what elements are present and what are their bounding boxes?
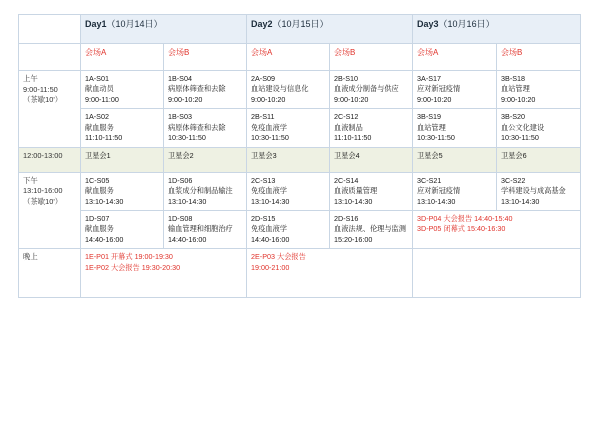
table-corner-cell — [19, 15, 81, 44]
evening-line-1 — [85, 252, 242, 262]
session-cell — [330, 71, 413, 109]
session-code: 1A-S01 — [85, 74, 109, 83]
session-time: 10:30-11:50 — [251, 133, 289, 143]
evening-line-2 — [251, 263, 408, 273]
session-time: 10:30-11:50 — [501, 133, 539, 143]
session-code: 3B-S19 — [417, 112, 442, 122]
session-cell — [164, 172, 247, 210]
session-cell — [247, 71, 330, 109]
evening-line-1 — [251, 252, 408, 262]
evening-cell-day1 — [81, 249, 247, 298]
session-time: 14:40-16:00 — [251, 234, 290, 244]
period-label-satellite: 12:00-13:00 — [19, 147, 81, 172]
day3-label: Day3 — [417, 19, 439, 29]
morning-line-3: （茶歇10'） — [23, 95, 63, 105]
session-code: 1E-P01 — [85, 252, 109, 262]
afternoon-line-3: （茶歇10'） — [23, 197, 63, 207]
session-time: 9:00-10:20 — [334, 94, 369, 104]
session-time: 19:00-21:00 — [251, 262, 290, 272]
session-title: 献血动员 — [85, 84, 114, 94]
session-time: 14:40-15:40 — [474, 213, 513, 223]
period-label-morning — [19, 71, 81, 148]
session-cell — [164, 71, 247, 109]
session-title: 献血服务 — [85, 186, 114, 196]
session-code: 3A-S17 — [417, 74, 442, 83]
venue-day3-b: 会场B — [497, 44, 581, 71]
session-cell — [81, 71, 164, 109]
evening-row — [19, 249, 581, 298]
venue-day1-b: 会场B — [164, 44, 247, 71]
evening-cell-day3 — [413, 249, 581, 298]
conference-schedule-table — [18, 14, 581, 298]
evening-cell-day2 — [247, 249, 413, 298]
morning-row-2 — [19, 109, 581, 147]
afternoon-row-1 — [19, 172, 581, 210]
session-cell — [164, 210, 247, 248]
day2-label: Day2 — [251, 19, 273, 29]
session-title: 血液质量管理 — [334, 186, 378, 196]
session-code: 3B-S20 — [501, 112, 526, 122]
session-cell — [413, 71, 497, 109]
venue-day2-b: 会场B — [330, 44, 413, 71]
venue-header-row — [19, 44, 581, 71]
session-code: 2D-S16 — [334, 213, 359, 223]
session-title: 献血服务 — [85, 122, 114, 132]
satellite-session: 卫星会3 — [247, 147, 330, 172]
session-code: 3B-S18 — [501, 74, 526, 83]
session-cell — [497, 71, 581, 109]
session-title: 输血管理和细胞治疗 — [168, 224, 233, 234]
afternoon-line-1: 下午 — [23, 175, 38, 185]
session-title: 血液成分制备与供应 — [334, 84, 399, 94]
session-code: 3D-P05 — [417, 224, 442, 234]
session-title: 闭幕式 — [443, 224, 465, 234]
session-title: 免疫血液学 — [251, 224, 287, 234]
session-title: 血液法规、伦理与监测 — [334, 224, 406, 234]
session-code: 1C-S05 — [85, 175, 110, 185]
session-title: 开幕式 — [110, 252, 133, 262]
session-code: 2B-S11 — [251, 112, 275, 122]
session-cell — [497, 172, 581, 210]
session-title: 应对新冠疫情 — [417, 186, 461, 196]
session-time: 19:00-19:30 — [134, 252, 173, 262]
day-header-row — [19, 15, 581, 44]
session-title: 血液制品 — [334, 122, 363, 132]
session-cell — [413, 172, 497, 210]
satellite-session: 卫星会4 — [330, 147, 413, 172]
morning-row-1 — [19, 71, 581, 109]
session-time: 13:10-14:30 — [417, 196, 456, 206]
day-header-day3 — [413, 15, 581, 44]
session-time: 11:10-11:50 — [85, 133, 123, 143]
session-code: 1E-P02 — [85, 262, 109, 272]
satellite-session: 卫星会1 — [81, 147, 164, 172]
session-cell — [164, 109, 247, 147]
day1-label: Day1 — [85, 19, 107, 29]
session-cell — [247, 210, 330, 248]
session-cell — [497, 109, 581, 147]
session-time: 15:40-16:30 — [466, 224, 506, 234]
session-cell — [413, 109, 497, 147]
day-header-day2 — [247, 15, 413, 44]
session-code: 3C-S21 — [417, 175, 442, 185]
session-title: 应对新冠疫情 — [417, 84, 461, 94]
satellite-session: 卫星会6 — [497, 147, 581, 172]
session-code: 3C-S22 — [501, 175, 526, 185]
session-time: 14:40-16:00 — [85, 234, 124, 244]
session-code: 1B-S04 — [168, 74, 192, 83]
session-code: 2C-S13 — [251, 175, 276, 185]
session-code: 2B-S10 — [334, 74, 358, 83]
session-code: 1D-S07 — [85, 213, 110, 223]
session-title: 大会报告 — [277, 252, 306, 262]
session-time: 13:10-14:30 — [85, 196, 124, 206]
session-code: 1A-S02 — [85, 112, 109, 122]
day1-date: （10月14日） — [106, 19, 163, 29]
satellite-session: 卫星会2 — [164, 147, 247, 172]
session-title: 病原体筛查和去除 — [168, 122, 226, 132]
session-code: 2D-S15 — [251, 213, 276, 223]
period-label-afternoon — [19, 172, 81, 249]
session-time: 10:30-11:50 — [417, 133, 455, 143]
session-code: 2E-P03 — [251, 252, 275, 262]
session-time: 9:00-10:20 — [251, 94, 286, 104]
session-time: 10:30-11:50 — [168, 133, 206, 143]
session-cell — [330, 210, 413, 248]
session-title: 血浆成分和制品输注 — [168, 186, 233, 196]
session-code: 2C-S12 — [334, 112, 359, 122]
session-time: 13:10-14:30 — [251, 196, 290, 206]
session-cell — [81, 210, 164, 248]
morning-line-2: 9:00-11:50 — [23, 84, 58, 94]
session-title: 血站管理 — [417, 122, 446, 132]
session-cell — [247, 172, 330, 210]
afternoon-line-2: 13:10-16:00 — [23, 186, 63, 196]
session-code: 1B-S03 — [168, 112, 192, 122]
satellite-session: 卫星会5 — [413, 147, 497, 172]
session-code: 2A-S09 — [251, 74, 275, 83]
session-cell — [330, 172, 413, 210]
session-title: 血站管理 — [501, 84, 530, 94]
session-time: 9:00-10:20 — [501, 94, 536, 104]
session-time: 9:00-10:20 — [417, 94, 452, 104]
session-title: 血公文化建设 — [501, 122, 545, 132]
session-cell-closing — [413, 210, 581, 248]
session-time: 13:10-14:30 — [501, 196, 540, 206]
session-title: 免疫血液学 — [251, 186, 287, 196]
morning-line-1: 上午 — [23, 74, 38, 83]
satellite-row — [19, 147, 581, 172]
session-title: 血站建设与信息化 — [251, 84, 309, 94]
period-label-evening: 晚上 — [19, 249, 81, 298]
session-cell — [81, 109, 164, 147]
afternoon-row-2 — [19, 210, 581, 248]
session-title: 学科建设与成高基金 — [501, 186, 566, 196]
venue-day3-a: 会场A — [413, 44, 497, 71]
venue-day1-a: 会场A — [81, 44, 164, 71]
session-title: 大会报告 — [443, 213, 473, 223]
session-cell — [81, 172, 164, 210]
session-title: 免疫血液学 — [251, 122, 287, 132]
session-time: 13:10-14:30 — [334, 196, 373, 206]
session-time: 9:00-10:20 — [168, 94, 203, 104]
session-title: 病原体筛查和去除 — [168, 84, 226, 94]
venue-corner-cell — [19, 44, 81, 71]
day-header-day1 — [81, 15, 247, 44]
day3-date: （10月16日） — [438, 19, 495, 29]
session-cell — [247, 109, 330, 147]
session-time: 19:30-20:30 — [141, 262, 181, 272]
session-code: 2C-S14 — [334, 175, 359, 185]
session-code: 1D-S06 — [168, 175, 193, 185]
closing-line-1 — [417, 214, 576, 224]
day2-date: （10月15日） — [272, 19, 329, 29]
session-time: 13:10-14:30 — [168, 196, 207, 206]
session-cell — [330, 109, 413, 147]
session-code: 3D-P04 — [417, 213, 442, 223]
session-time: 15:20-16:00 — [334, 234, 373, 244]
closing-line-2 — [417, 224, 576, 234]
session-title: 献血服务 — [85, 224, 114, 234]
session-time: 9:00-11:00 — [85, 94, 119, 104]
session-time: 11:10-11:50 — [334, 133, 372, 143]
session-code: 1D-S08 — [168, 213, 193, 223]
session-title: 大会报告 — [110, 262, 140, 272]
evening-line-2 — [85, 263, 242, 273]
venue-day2-a: 会场A — [247, 44, 330, 71]
session-time: 14:40-16:00 — [168, 234, 207, 244]
